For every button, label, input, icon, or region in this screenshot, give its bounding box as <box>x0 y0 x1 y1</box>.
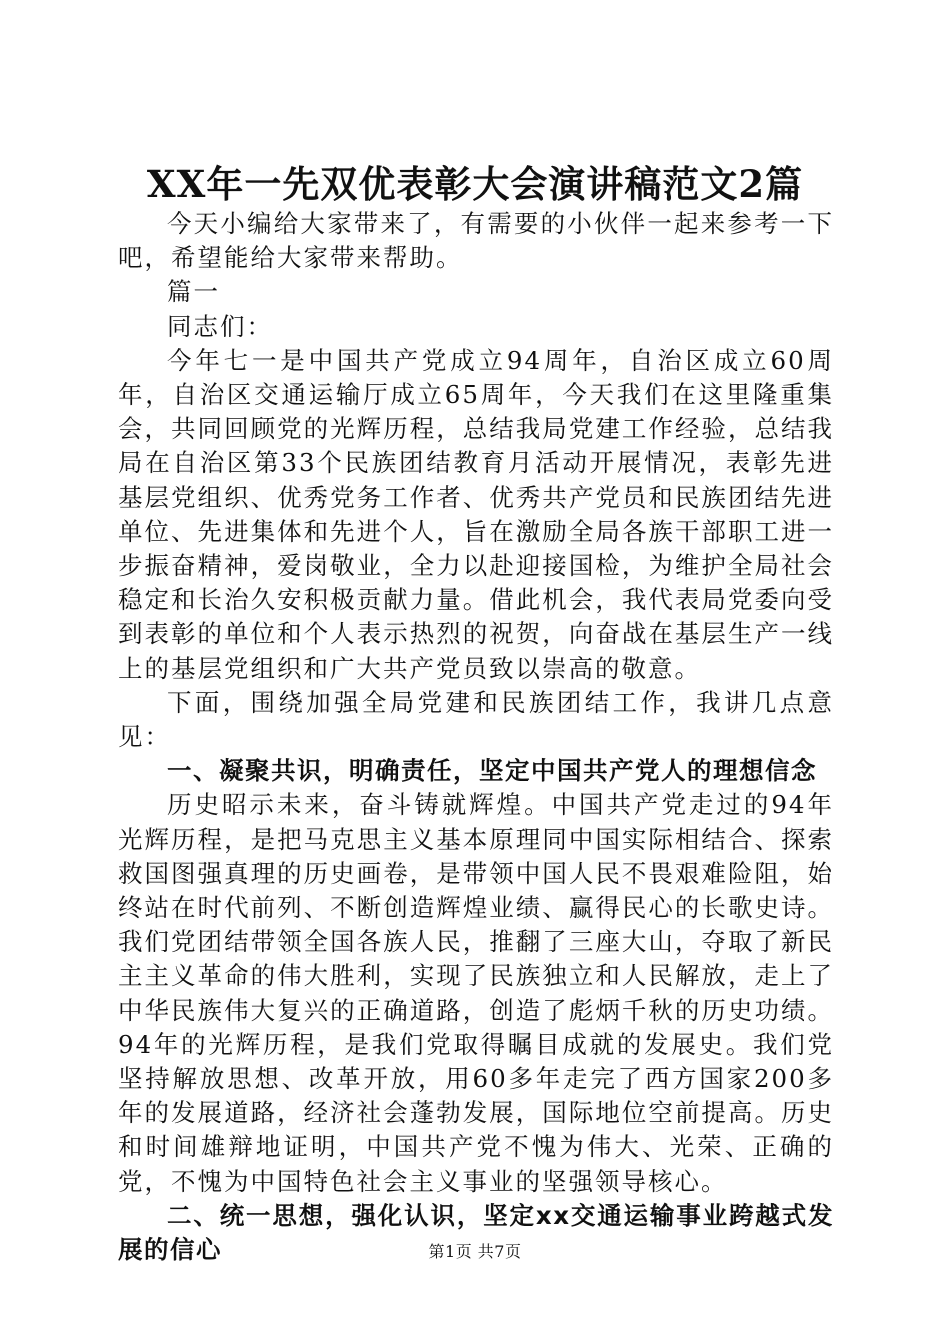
document-title: XX年一先双优表彰大会演讲稿范文2篇 <box>146 162 804 206</box>
section-label: 篇一 <box>167 277 220 307</box>
section-heading: 一、凝聚共识，明确责任，坚定中国共产党人的理想信念 <box>167 756 817 786</box>
intro-paragraph: 今天小编给大家带来了，有需要的小伙伴一起来参考一下吧，希望能给大家带来帮助。 <box>118 209 834 273</box>
page-footer: 第1页 共7页 <box>428 1242 522 1261</box>
body-paragraph: 今年七一是中国共产党成立94周年，自治区成立60周年，自治区交通运输厅成立65周年，今天我们在这里隆重集会，共同回顾党的光辉历程，总结我局党建工作经验，总结我局在自治区第33个民族团结教育月活动开展情况，表彰先进基层党组织、优秀党务工作者、优秀共产党员和民族团结先进单位、先进集体和先进个人，旨在激励全局各族干部职工进一步振奋精神，爱岗敬业，全力以赴迎接国检，为维护全局社会稳定和长治久安积极贡献力量。借此机会，我代表局党委向受到表彰的单位和个人表示热烈的祝贺，向奋战在基层生产一线上的基层党组织和广大共产党员致以崇高的敬意。 <box>118 345 834 683</box>
salutation: 同志们： <box>167 311 273 341</box>
body-paragraph: 下面，围绕加强全局党建和民族团结工作，我讲几点意见： <box>118 687 834 752</box>
document-body <box>118 207 834 1267</box>
body-paragraph: 历史昭示未来，奋斗铸就辉煌。中国共产党走过的94年光辉历程，是把马克思主义基本原理同中国实际相结合、探索救国图强真理的历史画卷，是带领中国人民不畏艰难险阻，始终站在时代前列、不断创造辉煌业绩、赢得民心的长歌史诗。我们党团结带领全国各族人民，推翻了三座大山，夺取了新民主主义革命的伟大胜利，实现了民族独立和人民解放，走上了中华民族伟大复兴的正确道路，创造了彪炳千秋的历史功绩。94年的光辉历程，是我们党取得瞩目成就的发展史。我们党坚持解放思想、改革开放，用60多年走完了西方国家200多年的发展道路，经济社会蓬勃发展，国际地位空前提高。历史和时间雄辩地证明，中国共产党不愧为伟大、光荣、正确的党，不愧为中国特色社会主义事业的坚强领导核心。 <box>118 790 834 1196</box>
section-heading: 二、统一思想，强化认识，坚定xx交通运输事业跨越式发展的信心 <box>118 1200 834 1265</box>
